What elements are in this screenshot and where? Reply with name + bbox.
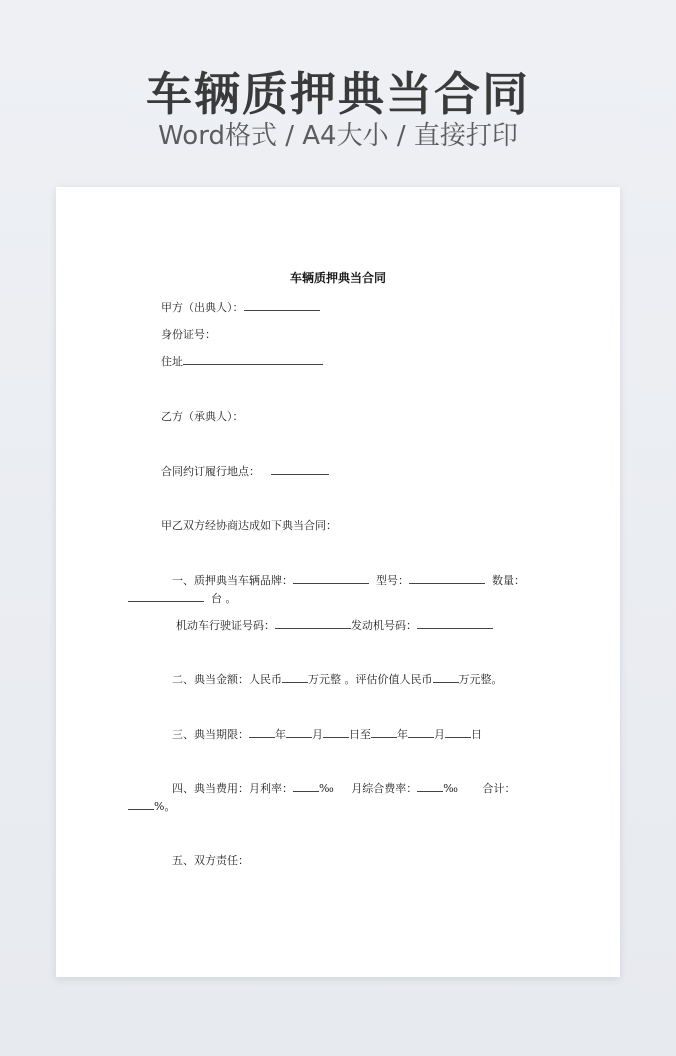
month1-label: 月 xyxy=(312,728,323,741)
license-line xyxy=(176,618,493,634)
clause2-mid: 万元整 。评估价值人民币 xyxy=(308,673,433,686)
valuation-blank xyxy=(433,672,459,683)
clause3-prefix: 三、典当期限： xyxy=(172,728,249,741)
monthly-rate-blank xyxy=(293,781,319,792)
clause5-text: 五、双方责任： xyxy=(172,854,249,867)
party-b-label: 乙方（承典人）： xyxy=(161,410,244,423)
permil2-label: ‰ xyxy=(443,782,459,795)
permil1-label: ‰ xyxy=(319,782,334,795)
end-month-blank xyxy=(408,727,434,738)
party-a-label: 甲方（出典人）： xyxy=(161,301,244,314)
id-number-label: 身份证号： xyxy=(161,328,216,341)
month2-label: 月 xyxy=(434,728,445,741)
party-a-line xyxy=(161,300,320,316)
year2-label: 年 xyxy=(397,728,408,741)
place-line xyxy=(161,464,329,480)
clause2-line xyxy=(172,672,503,688)
intro-line xyxy=(161,518,337,534)
composite-label: 月综合费率： xyxy=(351,782,418,795)
quantity-label: 数量： xyxy=(492,574,525,587)
start-year-blank xyxy=(249,727,275,738)
address-blank xyxy=(183,354,323,365)
intro-text: 甲乙双方经协商达成如下典当合同： xyxy=(161,519,337,532)
model-blank xyxy=(409,573,485,584)
year1-label: 年 xyxy=(275,728,286,741)
id-number-line xyxy=(161,327,216,343)
place-label: 合同约订履行地点： xyxy=(161,465,260,478)
end-year-blank xyxy=(371,727,397,738)
clause4-cont-line xyxy=(128,799,175,815)
day2-label: 日 xyxy=(471,728,482,741)
license-blank xyxy=(275,618,351,629)
composite-rate-blank xyxy=(417,781,443,792)
brand-blank xyxy=(293,573,369,584)
end-day-blank xyxy=(445,727,471,738)
place-blank xyxy=(271,464,329,475)
model-label: 型号： xyxy=(376,574,409,587)
party-b-line xyxy=(161,409,244,425)
clause2-prefix: 二、典当金额：人民币 xyxy=(172,673,282,686)
document-page xyxy=(56,187,620,977)
clause3-line xyxy=(172,727,482,743)
party-a-blank xyxy=(244,300,320,311)
clause5-line xyxy=(172,853,249,869)
percent-label: %。 xyxy=(154,800,176,813)
clause1-prefix: 一、质押典当车辆品牌： xyxy=(172,574,293,587)
quantity-blank xyxy=(128,591,204,602)
license-label: 机动车行驶证号码： xyxy=(176,619,275,632)
total-blank xyxy=(128,799,154,810)
clause4-prefix: 四、典当费用：月利率： xyxy=(172,782,293,795)
address-label: 住址 xyxy=(161,355,183,368)
start-month-blank xyxy=(286,727,312,738)
clause1-cont-line xyxy=(128,591,237,607)
clause1-line xyxy=(172,573,525,589)
day-to-label: 日至 xyxy=(349,728,371,741)
header-title: 车辆质押典当合同 xyxy=(146,67,530,121)
unit-label: 台 。 xyxy=(211,592,237,605)
engine-label: 发动机号码： xyxy=(351,619,417,632)
document-title: 车辆质押典当合同 xyxy=(289,271,386,285)
engine-blank xyxy=(417,618,493,629)
address-line xyxy=(161,354,323,370)
header-subtitle: Word格式 / A4大小 / 直接打印 xyxy=(158,121,518,151)
clause4-line xyxy=(172,781,516,797)
start-day-blank xyxy=(323,727,349,738)
clause2-end: 万元整。 xyxy=(458,673,503,686)
total-label: 合计： xyxy=(482,782,516,795)
amount-blank xyxy=(282,672,308,683)
